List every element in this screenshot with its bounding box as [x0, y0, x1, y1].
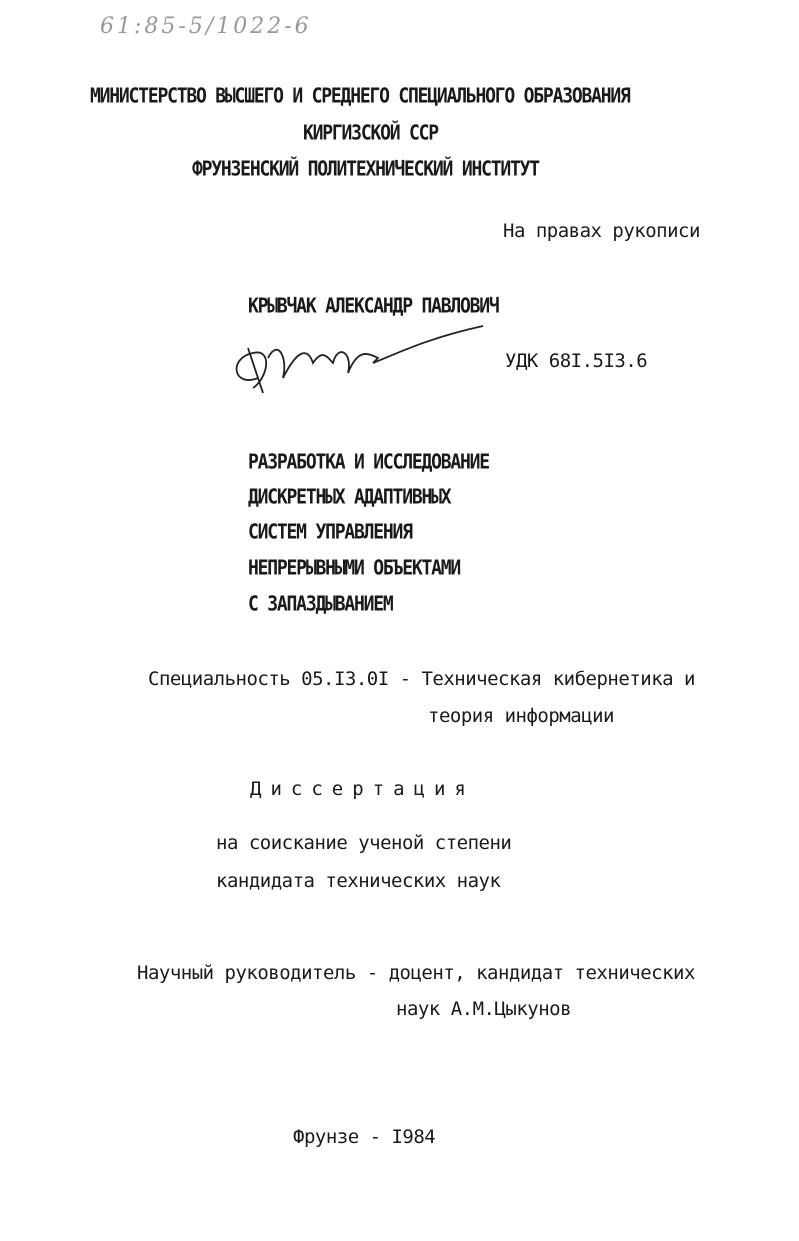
- title-line: ДИСКРЕТНЫХ АДАПТИВНЫХ: [248, 485, 451, 510]
- author-signature: [228, 318, 498, 403]
- title-line: СИСТЕМ УПРАВЛЕНИЯ: [248, 520, 412, 545]
- manuscript-rights: На правах рукописи: [503, 220, 700, 242]
- udc-code: УДК 68I.5I3.6: [505, 350, 648, 372]
- document-type: Диссертация: [250, 778, 475, 800]
- specialty-line: теория информации: [428, 705, 614, 727]
- degree-line: на соискание ученой степени: [216, 832, 512, 854]
- title-line: РАЗРАБОТКА И ИССЛЕДОВАНИЕ: [248, 450, 489, 475]
- title-line: С ЗАПАЗДЫВАНИЕМ: [248, 592, 393, 617]
- supervisor-line: наук А.М.Цыкунов: [396, 998, 572, 1020]
- degree-line: кандидата технических наук: [216, 870, 501, 892]
- specialty-line: Специальность 05.I3.0I - Техническая кибернетика и: [148, 668, 695, 690]
- archive-handwritten-note: 61:85-5/1022-6: [100, 14, 312, 39]
- republic-line: КИРГИЗСКОЙ ССР: [303, 121, 438, 146]
- ministry-line: МИНИСТЕРСТВО ВЫСШЕГО И СРЕДНЕГО СПЕЦИАЛЬНОГО ОБРАЗОВАНИЯ: [90, 84, 630, 109]
- author-name: КРЫВЧАК АЛЕКСАНДР ПАВЛОВИЧ: [248, 294, 499, 319]
- supervisor-line: Научный руководитель - доцент, кандидат технических: [137, 962, 695, 984]
- title-line: НЕПРЕРЫВНЫМИ ОБЪЕКТАМИ: [248, 556, 461, 581]
- place-year: Фрунзе - I984: [293, 1126, 436, 1148]
- institute-line: ФРУНЗЕНСКИЙ ПОЛИТЕХНИЧЕСКИЙ ИНСТИТУТ: [192, 157, 539, 182]
